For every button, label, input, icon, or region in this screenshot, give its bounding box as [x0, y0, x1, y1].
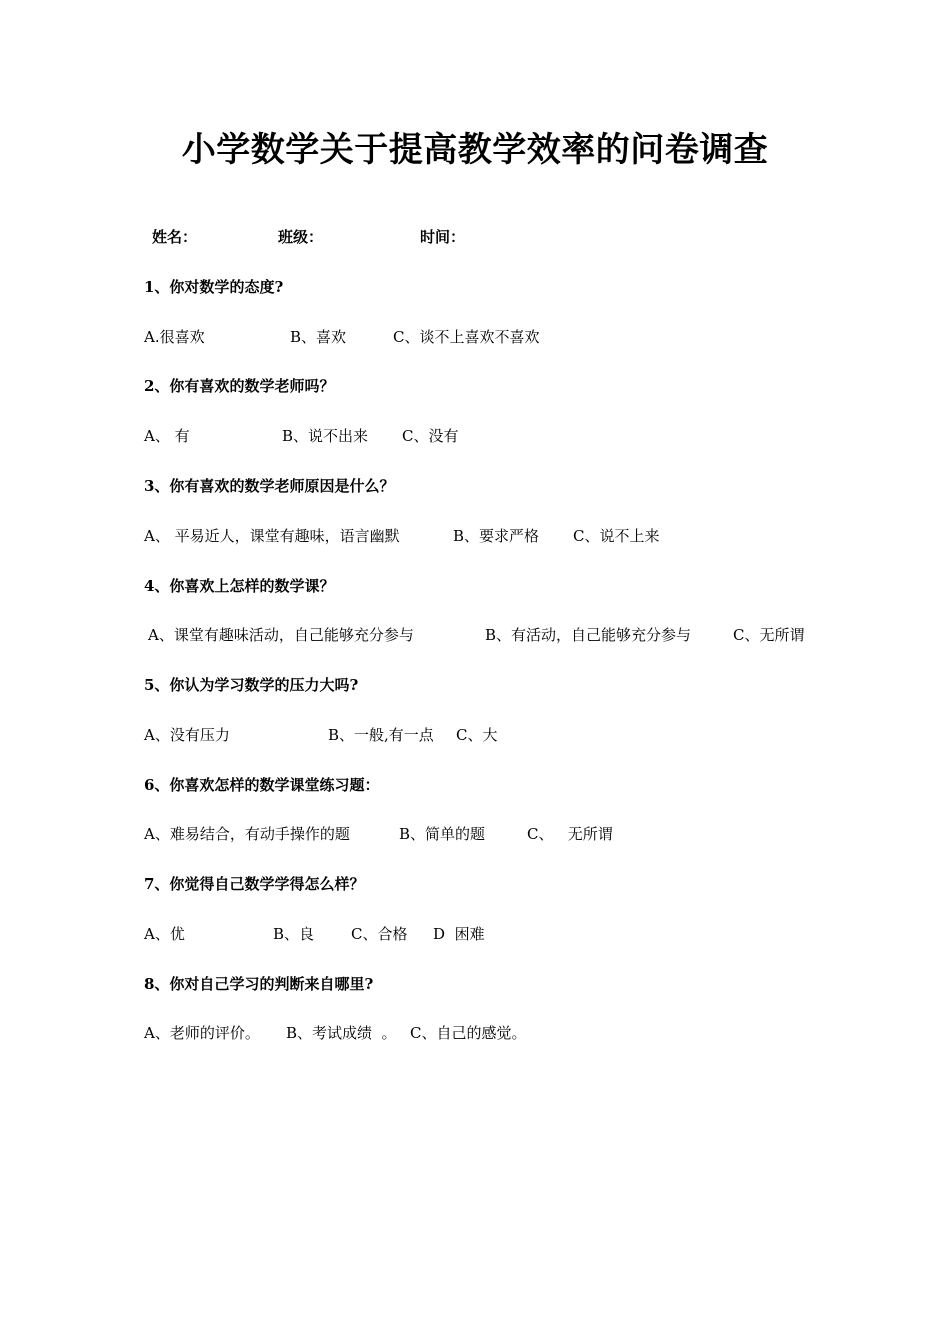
- option-b: B、说不出来: [282, 427, 369, 445]
- page-title: 小学数学关于提高教学效率的问卷调查: [181, 130, 769, 170]
- option-a: A、优: [144, 925, 185, 943]
- name-label: 姓名：: [152, 228, 198, 246]
- option-a: A、 平易近人，课堂有趣味，语言幽默: [144, 527, 400, 545]
- option-a: A.很喜欢: [144, 328, 205, 346]
- question-6: 6、你喜欢怎样的数学课堂练习题：: [144, 776, 380, 794]
- option-a: A、老师的评价。: [144, 1024, 260, 1042]
- time-label: 时间：: [420, 228, 466, 246]
- option-a: A、没有压力: [144, 726, 230, 744]
- question-1: 1、你对数学的态度?: [144, 278, 284, 296]
- option-d: D 困难: [433, 925, 485, 943]
- question-5: 5、你认为学习数学的压力大吗?: [144, 676, 359, 694]
- option-b: B、有活动，自己能够充分参与: [485, 626, 692, 644]
- option-c: C、合格: [351, 925, 408, 943]
- option-c: C、自己的感觉。: [410, 1024, 527, 1042]
- question-7: 7、你觉得自己数学学得怎么样？: [144, 875, 365, 893]
- option-c: C、无所谓: [733, 626, 805, 644]
- option-a: A、难易结合，有动手操作的题: [144, 825, 350, 843]
- option-b: B、喜欢: [290, 328, 347, 346]
- option-b: B、良: [273, 925, 315, 943]
- question-2: 2、你有喜欢的数学老师吗？: [144, 377, 335, 395]
- question-8: 8、你对自己学习的判断来自哪里?: [144, 975, 374, 993]
- option-a: A、课堂有趣味活动，自己能够充分参与: [148, 626, 414, 644]
- option-a: A、 有: [144, 427, 190, 445]
- option-c: C、没有: [402, 427, 459, 445]
- option-b: B、要求严格: [453, 527, 540, 545]
- option-c: C、大: [456, 726, 498, 744]
- class-label: 班级：: [278, 228, 324, 246]
- option-b: B、简单的题: [399, 825, 486, 843]
- option-c: C、谈不上喜欢不喜欢: [393, 328, 540, 346]
- option-b: B、考试成绩 。: [286, 1024, 397, 1042]
- option-c: C、说不上来: [573, 527, 660, 545]
- option-b: B、一般,有一点: [328, 726, 434, 744]
- question-3: 3、你有喜欢的数学老师原因是什么？: [144, 477, 395, 495]
- question-4: 4、你喜欢上怎样的数学课？: [144, 577, 335, 595]
- option-c: C、 无所谓: [527, 825, 613, 843]
